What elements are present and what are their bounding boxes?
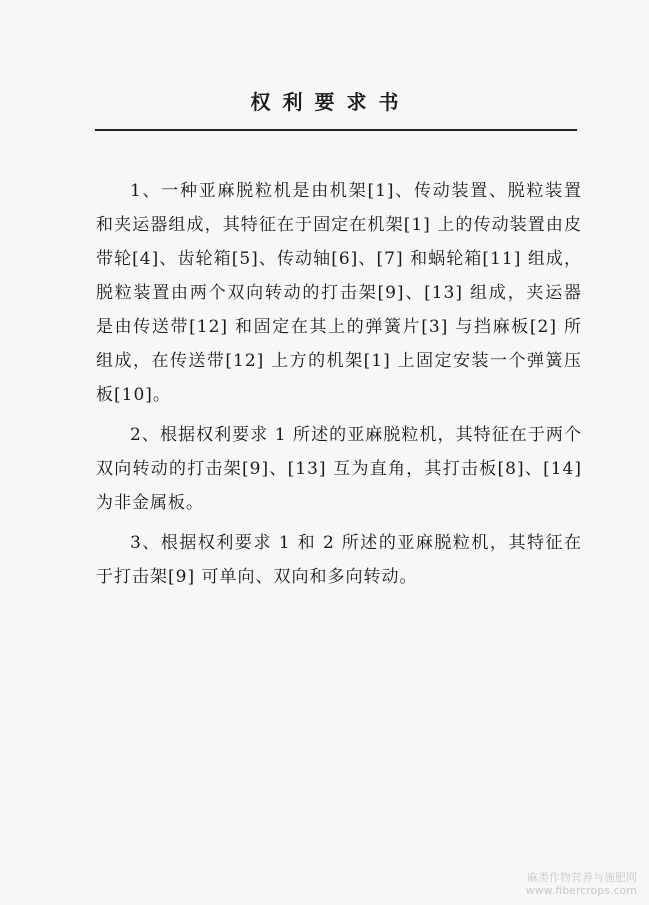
watermark-url: www.fibercrops.com <box>525 884 637 897</box>
claim-2: 2、根据权利要求 1 所述的亚麻脱粒机，其特征在于两个双向转动的打击架[9]、[13] 互为直角，其打击板[8]、[14] 为非金属板。 <box>96 425 582 513</box>
watermark <box>526 871 637 897</box>
watermark-site-name: 麻类作物营养与施肥网 <box>527 871 637 884</box>
claim-1: 1、一种亚麻脱粒机是由机架[1]、传动装置、脱粒装置和夹运器组成，其特征在于固定在机架[1] 上的传动装置由皮带轮[4]、齿轮箱[5]、传动轴[6]、[7] 和蜗轮箱[11] 组成，脱粒装置由两个双向转动的打击架[9]、[13] 组成，夹运器是由传送带[12] 和固定在其上的弹簧片[3] 与挡麻板[2] 所组成，在传送带[12] 上方的机架[1] 上固定安装一个弹簧压板[10]。 <box>96 181 582 405</box>
claims-body <box>96 174 582 600</box>
claim-3: 3、根据权利要求 1 和 2 所述的亚麻脱粒机，其特征在于打击架[9] 可单向、双向和多向转动。 <box>96 533 582 587</box>
title-divider <box>95 129 577 131</box>
page-title: 权利要求书 <box>250 90 411 114</box>
